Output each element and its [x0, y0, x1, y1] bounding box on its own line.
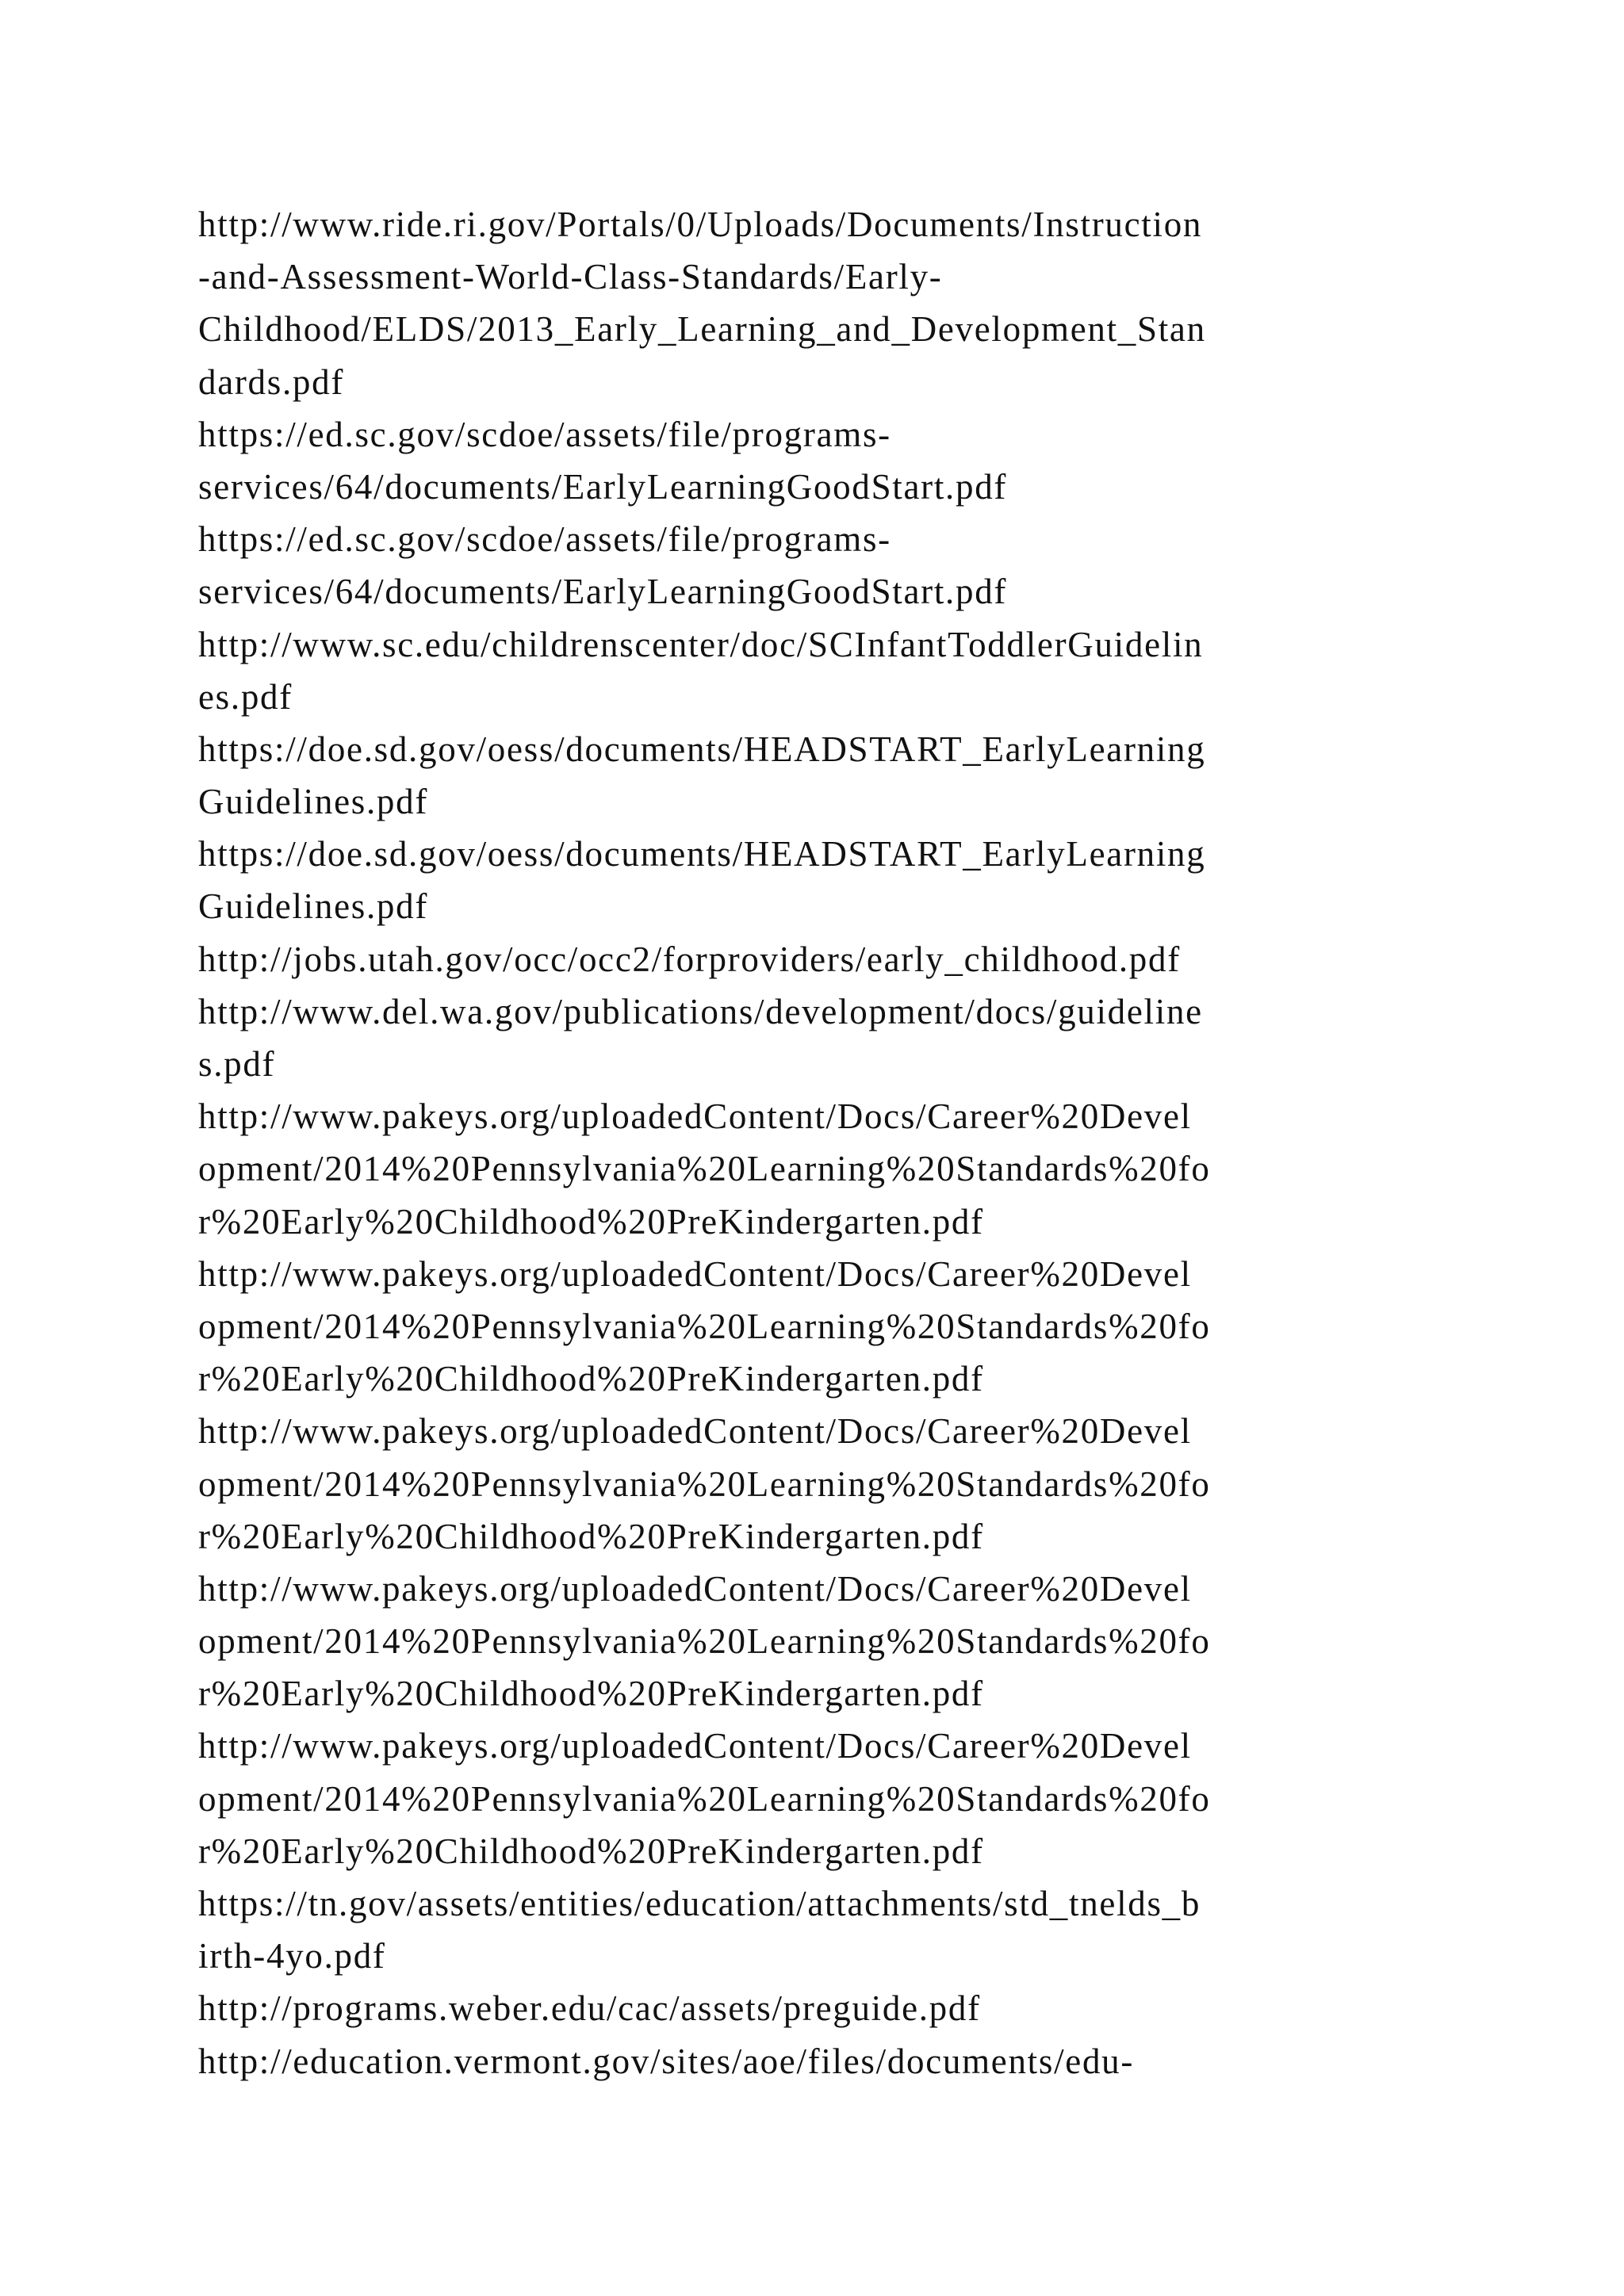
- text-line: http://www.pakeys.org/uploadedContent/Docs/Career%20Devel: [198, 1726, 1192, 1766]
- text-line: http://programs.weber.edu/cac/assets/preguide.pdf: [198, 1988, 981, 2029]
- text-line: http://jobs.utah.gov/occ/occ2/forproviders/early_childhood.pdf: [198, 939, 1181, 979]
- text-line: r%20Early%20Childhood%20PreKindergarten.pdf: [198, 1201, 984, 1242]
- text-line: opment/2014%20Pennsylvania%20Learning%20Standards%20fo: [198, 1621, 1211, 1662]
- text-line: Guidelines.pdf: [198, 886, 428, 927]
- text-line: https://tn.gov/assets/entities/education/attachments/std_tnelds_b: [198, 1884, 1201, 1923]
- text-line: -and-Assessment-World-Class-Standards/Early-: [198, 257, 943, 297]
- text-line: http://www.pakeys.org/uploadedContent/Docs/Career%20Devel: [198, 1253, 1192, 1294]
- text-line: http://www.sc.edu/childrenscenter/doc/SCInfantToddlerGuidelin: [198, 624, 1204, 664]
- text-line: http://www.pakeys.org/uploadedContent/Docs/Career%20Devel: [198, 1568, 1192, 1609]
- text-line: opment/2014%20Pennsylvania%20Learning%20Standards%20fo: [198, 1778, 1211, 1819]
- text-line: http://www.pakeys.org/uploadedContent/Docs/Career%20Devel: [198, 1096, 1192, 1137]
- text-line: https://ed.sc.gov/scdoe/assets/file/programs-: [198, 414, 891, 454]
- text-line: r%20Early%20Childhood%20PreKindergarten.pdf: [198, 1359, 984, 1399]
- text-line: r%20Early%20Childhood%20PreKindergarten.pdf: [198, 1516, 984, 1556]
- text-line: https://doe.sd.gov/oess/documents/HEADSTART_EarlyLearning: [198, 729, 1206, 769]
- text-line: opment/2014%20Pennsylvania%20Learning%20Standards%20fo: [198, 1149, 1211, 1189]
- text-line: https://ed.sc.gov/scdoe/assets/file/programs-: [198, 519, 891, 560]
- text-line: services/64/documents/EarlyLearningGoodStart.pdf: [198, 466, 1008, 507]
- text-line: http://www.pakeys.org/uploadedContent/Docs/Career%20Devel: [198, 1411, 1192, 1452]
- text-line: opment/2014%20Pennsylvania%20Learning%20Standards%20fo: [198, 1306, 1211, 1346]
- text-line: http://www.del.wa.gov/publications/development/docs/guideline: [198, 991, 1203, 1031]
- text-line: r%20Early%20Childhood%20PreKindergarten.pdf: [198, 1831, 984, 1871]
- reference-url-list: [198, 198, 1435, 2087]
- text-line: r%20Early%20Childhood%20PreKindergarten.pdf: [198, 1674, 984, 1714]
- text-line: opment/2014%20Pennsylvania%20Learning%20Standards%20fo: [198, 1464, 1211, 1504]
- text-line: services/64/documents/EarlyLearningGoodStart.pdf: [198, 572, 1008, 612]
- text-line: Guidelines.pdf: [198, 782, 428, 822]
- text-line: Childhood/ELDS/2013_Early_Learning_and_Development_Stan: [198, 309, 1206, 350]
- text-line: irth-4yo.pdf: [198, 1936, 386, 1976]
- text-line: http://education.vermont.gov/sites/aoe/files/documents/edu-: [198, 2041, 1135, 2081]
- text-line: dards.pdf: [198, 362, 345, 402]
- text-line: s.pdf: [198, 1044, 276, 1084]
- text-line: http://www.ride.ri.gov/Portals/0/Uploads/Documents/Instruction: [198, 205, 1203, 244]
- text-line: https://doe.sd.gov/oess/documents/HEADSTART_EarlyLearning: [198, 834, 1206, 874]
- text-line: es.pdf: [198, 676, 293, 717]
